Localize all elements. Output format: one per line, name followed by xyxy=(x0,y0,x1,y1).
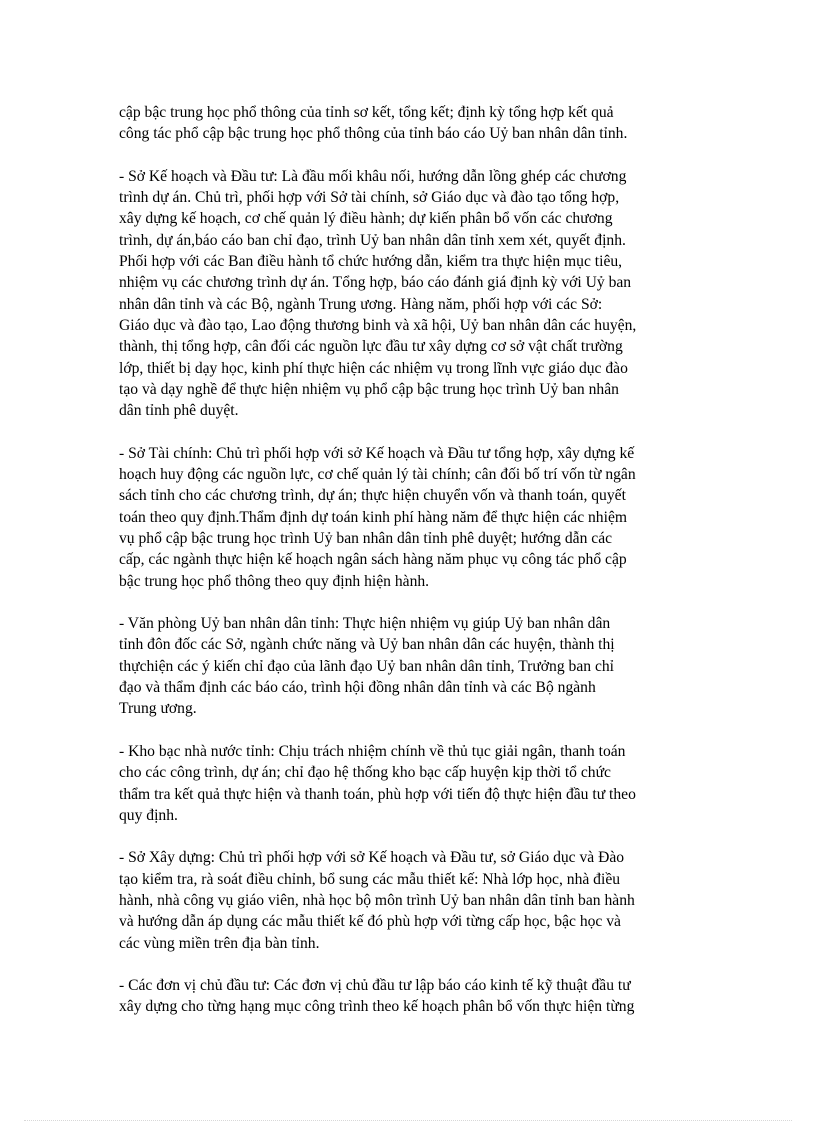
text-line: dân tỉnh phê duyệt. xyxy=(119,402,239,420)
paragraph-intro-continuation xyxy=(119,102,699,145)
paragraph-chu-dau-tu xyxy=(119,975,699,1018)
text-line: vụ phổ cập bậc trung học trình Uỷ ban nhân dân tỉnh phê duyệt; hướng dẫn các xyxy=(119,529,613,547)
text-line: Trung ương. xyxy=(119,700,197,718)
paragraph-van-phong-ubnd xyxy=(119,613,699,719)
text-line: cho các công trình, dự án; chỉ đạo hệ thống kho bạc cấp huyện kịp thời tổ chức xyxy=(119,764,611,782)
text-line: các vùng miền trên địa bàn tỉnh. xyxy=(119,934,320,952)
text-line: thẩm tra kết quả thực hiện và thanh toán, phù hợp với tiến độ thực hiện đầu tư theo xyxy=(119,785,636,803)
text-line: toán theo quy định.Thẩm định dự toán kinh phí hàng năm để thực hiện các nhiệm xyxy=(119,508,627,526)
text-line: trình, dự án,báo cáo ban chỉ đạo, trình Uỷ ban nhân dân tỉnh xem xét, quyết định. xyxy=(119,231,626,249)
text-line: Phối hợp với các Ban điều hành tổ chức hướng dẫn, kiểm tra thực hiện mục tiêu, xyxy=(119,253,623,271)
text-line: hành, nhà công vụ giáo viên, nhà học bộ môn trình Uỷ ban nhân dân tỉnh ban hành xyxy=(119,891,635,909)
text-line: - Các đơn vị chủ đầu tư: Các đơn vị chủ đầu tư lập báo cáo kinh tế kỹ thuật đầu tư xyxy=(119,977,631,995)
text-line: quy định. xyxy=(119,806,178,824)
text-line: tạo kiểm tra, rà soát điều chỉnh, bổ sung các mẫu thiết kế: Nhà lớp học, nhà điều xyxy=(119,870,621,888)
text-line: xây dựng kế hoạch, cơ chế quản lý điều hành; dự kiến phân bổ vốn các chương xyxy=(119,210,613,228)
paragraph-kho-bac xyxy=(119,741,699,826)
text-line: thành, thị tổng hợp, cân đối các nguồn lực đầu tư xây dựng cơ sở vật chất trường xyxy=(119,338,623,356)
text-line: cập bậc trung học phổ thông của tỉnh sơ kết, tổng kết; định kỳ tổng hợp kết quả xyxy=(119,104,614,121)
text-line: hoạch huy động các nguồn lực, cơ chế quản lý tài chính; cân đối bố trí vốn từ ngân xyxy=(119,466,636,484)
text-line: tỉnh đôn đốc các Sở, ngành chức năng và Uỷ ban nhân dân các huyện, thành thị xyxy=(119,636,615,654)
paragraph-so-ke-hoach-dau-tu xyxy=(119,166,699,422)
text-line: - Sở Tài chính: Chủ trì phối hợp với sở Kế hoạch và Đầu tư tổng hợp, xây dựng kế xyxy=(119,444,635,462)
text-line: Giáo dục và đào tạo, Lao động thương binh và xã hội, Uỷ ban nhân dân các huyện, xyxy=(119,316,637,334)
text-line: đạo và thẩm định các báo cáo, trình hội đồng nhân dân tỉnh và các Bộ ngành xyxy=(119,679,596,697)
text-line: sách tỉnh cho các chương trình, dự án; thực hiện chuyển vốn và thanh toán, quyết xyxy=(119,487,626,505)
page-bottom-divider xyxy=(24,1120,792,1121)
text-line: bậc trung học phổ thông theo quy định hiện hành. xyxy=(119,572,430,590)
text-line: - Sở Xây dựng: Chủ trì phối hợp với sở Kế hoạch và Đầu tư, sở Giáo dục và Đào xyxy=(119,849,625,867)
text-line: nhân dân tỉnh và các Bộ, ngành Trung ương. Hàng năm, phối hợp với các Sở: xyxy=(119,295,603,313)
text-line: - Văn phòng Uỷ ban nhân dân tỉnh: Thực hiện nhiệm vụ giúp Uỷ ban nhân dân xyxy=(119,615,611,633)
text-line: xây dựng cho từng hạng mục công trình theo kế hoạch phân bổ vốn thực hiện từng xyxy=(119,998,635,1016)
text-line: trình dự án. Chủ trì, phối hợp với Sở tài chính, sở Giáo dục và đào tạo tổng hợp, xyxy=(119,189,620,207)
text-line: - Kho bạc nhà nước tỉnh: Chịu trách nhiệm chính về thủ tục giải ngân, thanh toán xyxy=(119,742,626,760)
text-line: công tác phổ cập bậc trung học phổ thông của tỉnh báo cáo Uỷ ban nhân dân tỉnh. xyxy=(119,125,628,143)
text-line: tạo và dạy nghề để thực hiện nhiệm vụ phổ cập bậc trung học trình Uỷ ban nhân xyxy=(119,380,619,398)
text-line: nhiệm vụ các chương trình dự án. Tổng hợp, báo cáo đánh giá định kỳ với Uỷ ban xyxy=(119,274,632,292)
text-line: lớp, thiết bị dạy học, kinh phí thực hiện các nhiệm vụ trong lĩnh vực giáo dục đào xyxy=(119,359,628,377)
document-body xyxy=(119,102,699,1039)
paragraph-so-tai-chinh xyxy=(119,443,699,592)
paragraph-so-xay-dung xyxy=(119,847,699,953)
text-line: và hướng dẫn áp dụng các mẫu thiết kế đó phù hợp với từng cấp học, bậc học và xyxy=(119,913,621,931)
text-line: thựchiện các ý kiến chỉ đạo của lãnh đạo Uỷ ban nhân dân tỉnh, Trưởng ban chỉ xyxy=(119,657,615,675)
text-line: - Sở Kế hoạch và Đầu tư: Là đầu mối khâu nối, hướng dẫn lồng ghép các chương xyxy=(119,167,627,185)
text-line: cấp, các ngành thực hiện kế hoạch ngân sách hàng năm phục vụ công tác phổ cập xyxy=(119,551,627,569)
